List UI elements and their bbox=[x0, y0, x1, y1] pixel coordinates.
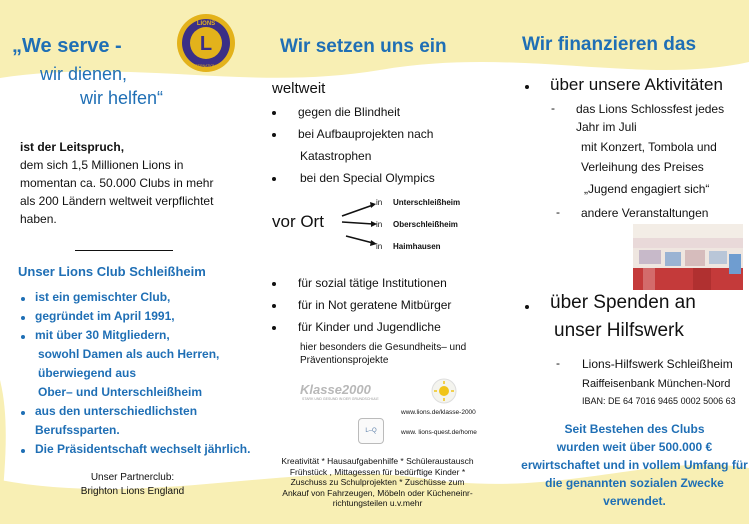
local-bullet-3: für Kinder und Jugendliche bbox=[298, 320, 441, 334]
bullet-icon bbox=[525, 305, 529, 309]
club-bullets bbox=[18, 290, 253, 470]
bullet-icon bbox=[21, 297, 25, 301]
health-line-2: Präventionsprojekte bbox=[300, 355, 389, 366]
world-bullet-3: bei den Special Olympics bbox=[300, 171, 435, 185]
footer-line-5: richtungsteilen u.v.mehr bbox=[332, 498, 423, 508]
bullet-icon bbox=[21, 411, 25, 415]
footer-line-2: Frühstück , Mittagessen für bedürftige Kinder * bbox=[289, 466, 466, 477]
closing-text bbox=[520, 420, 749, 510]
club-bullet-4: aus den unterschiedlichsten bbox=[35, 404, 198, 418]
sun-icon bbox=[431, 378, 457, 404]
intro-line-5: haben. bbox=[20, 212, 57, 226]
intro-line-1: ist der Leitspruch, bbox=[20, 140, 125, 154]
url-lions-quest[interactable]: www. lions-quest.de/home bbox=[401, 429, 477, 436]
club-bullet-3c: überwiegend aus bbox=[38, 366, 137, 380]
intro-line-2: dem sich 1,5 Millionen Lions in bbox=[20, 158, 184, 172]
bullet-icon bbox=[272, 326, 276, 330]
world-bullet-2b: Katastrophen bbox=[300, 149, 372, 163]
bullet-icon bbox=[272, 304, 276, 308]
middle-title: Wir setzen uns ein bbox=[280, 36, 447, 57]
lions-logo-icon bbox=[170, 12, 242, 74]
place-haimhausen: Haimhausen bbox=[393, 242, 441, 251]
club-bullet-5: Die Präsidentschaft wechselt jährlich. bbox=[35, 442, 251, 456]
world-bullet-1: gegen die Blindheit bbox=[298, 105, 401, 119]
club-bullet-3d: Ober– und Unterschleißheim bbox=[38, 385, 203, 399]
klasse2000-subtext: STARK UND GESUND IN DER GRUNDSCHULE bbox=[302, 397, 379, 401]
fest-line-3: mit Konzert, Tombola und bbox=[581, 140, 717, 154]
partner-club-name: Brighton Lions England bbox=[80, 486, 185, 497]
partner-club-label: Unser Partnerclub: bbox=[90, 472, 175, 483]
club-bullet-3b: sowohl Damen als auch Herren, bbox=[38, 347, 220, 361]
club-bullet-4b: Berufssparten. bbox=[35, 423, 120, 437]
lions-quest-logo: L–Q bbox=[358, 418, 384, 444]
bullet-icon bbox=[525, 85, 529, 89]
closing-line-1: Seit Bestehen des Clubs bbox=[564, 422, 705, 436]
bullet-icon bbox=[272, 111, 276, 115]
fest-line-1: das Lions Schlossfest jedes bbox=[576, 102, 725, 116]
place-unterschleissheim: Unterschleißheim bbox=[393, 198, 461, 207]
headline-wir-helfen: wir helfen“ bbox=[80, 88, 164, 108]
dash-icon: - bbox=[556, 356, 560, 370]
bullet-icon bbox=[272, 177, 276, 181]
club-bullet-2: gegründet im April 1991, bbox=[35, 309, 175, 323]
place-oberschleissheim: Oberschleißheim bbox=[393, 220, 458, 229]
club-title: Unser Lions Club Schleißheim bbox=[18, 264, 206, 279]
in-label-2: in bbox=[376, 220, 383, 229]
bullet-icon bbox=[272, 133, 276, 137]
club-bullet-3: mit über 30 Mitgliedern, bbox=[35, 328, 170, 342]
dash-icon: - bbox=[556, 205, 560, 219]
spenden-line-2: unser Hilfswerk bbox=[554, 320, 684, 341]
url-klasse2000[interactable]: www.lions.de/klasse-2000 bbox=[401, 409, 476, 416]
logo-text: LIONS bbox=[196, 21, 216, 27]
fest-line-4: Verleihung des Preises bbox=[581, 160, 704, 174]
middle-footer bbox=[265, 456, 490, 509]
logo-letter: L bbox=[199, 33, 213, 55]
local-bullet-1: für sozial tätige Institutionen bbox=[298, 276, 447, 290]
fest-line-2: Jahr im Juli bbox=[576, 120, 637, 134]
health-line-1: hier besonders die Gesundheits– und bbox=[300, 342, 467, 353]
vor-ort-label: vor Ort bbox=[272, 212, 324, 231]
headline-we-serve: „We serve - bbox=[12, 35, 122, 57]
in-label-1: in bbox=[376, 198, 383, 207]
club-bullet-1: ist ein gemischter Club, bbox=[35, 290, 171, 304]
closing-line-2: wurden weit über 500.000 € bbox=[556, 440, 713, 454]
bullet-icon bbox=[21, 449, 25, 453]
klasse2000-logo: Klasse2000 bbox=[300, 382, 371, 397]
bullet-icon bbox=[21, 316, 25, 320]
intro-line-4: als 200 Ländern weltweit verpflichtet bbox=[20, 194, 214, 208]
weltweit-label: weltweit bbox=[272, 80, 326, 97]
closing-line-4: die genannten sozialen Zwecke bbox=[545, 476, 724, 490]
dash-icon: - bbox=[551, 101, 555, 115]
divider-line bbox=[75, 250, 173, 251]
world-bullet-2: bei Aufbauprojekten nach bbox=[298, 127, 434, 141]
intro-line-3: momentan ca. 50.000 Clubs in mehr bbox=[20, 176, 214, 190]
iban: IBAN: DE 64 7016 9465 0002 5006 63 bbox=[582, 396, 736, 406]
other-events: andere Veranstaltungen bbox=[581, 206, 709, 220]
footer-line-4: Ankauf von Fahrzeugen, Möbeln oder Kücheneinr- bbox=[282, 487, 473, 498]
hilfswerk-name: Lions-Hilfswerk Schleißheim bbox=[582, 357, 733, 371]
footer-line-1: Kreativität * Hausaufgabenhilfe * Schüleraustausch bbox=[281, 456, 474, 466]
logo-subtext: INTERNATIONAL bbox=[192, 64, 220, 68]
right-title: Wir finanzieren das bbox=[522, 34, 697, 55]
fest-line-5: „Jugend engagiert sich“ bbox=[584, 182, 710, 196]
footer-line-3: Zuschuss zu Schulprojekten * Zuschüsse zum bbox=[290, 477, 465, 487]
spenden-line-1: über Spenden an bbox=[550, 292, 696, 313]
closing-line-5: verwendet. bbox=[603, 494, 666, 508]
bank-name: Raiffeisenbank München-Nord bbox=[582, 378, 731, 390]
headline-wir-dienen: wir dienen, bbox=[40, 64, 128, 84]
activities-heading: über unsere Aktivitäten bbox=[550, 75, 723, 94]
bullet-icon bbox=[21, 335, 25, 339]
local-bullet-2: für in Not geratene Mitbürger bbox=[298, 298, 452, 312]
bullet-icon bbox=[272, 282, 276, 286]
event-photo bbox=[633, 224, 743, 290]
in-label-3: in bbox=[376, 242, 383, 251]
closing-line-3: erwirtschaftet und in vollem Umfang für bbox=[521, 458, 748, 472]
